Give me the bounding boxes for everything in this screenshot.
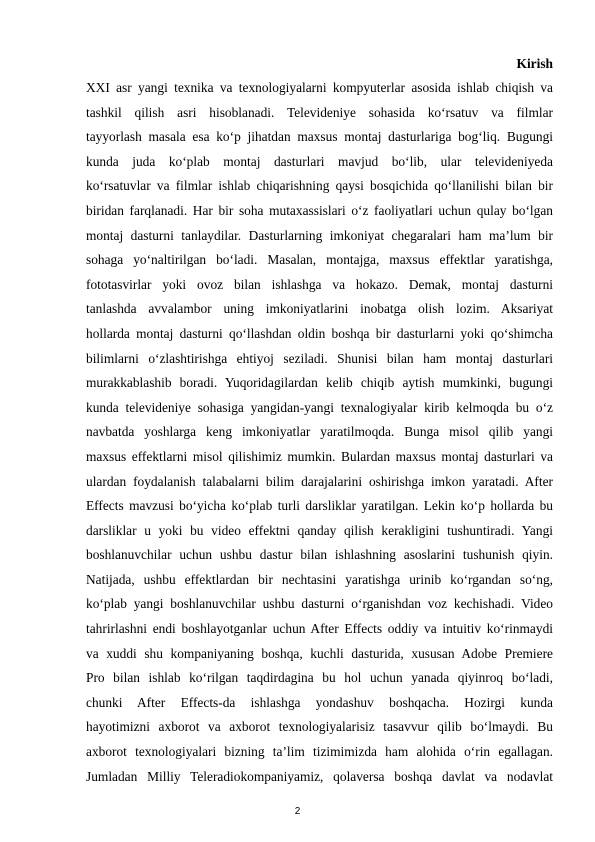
text-line: ko‘rsatuvlar va filmlar ishlab chiqarishning qaysi bosqichida qo‘llanilishi bilan bir [86, 178, 553, 194]
text-line: murakkablashib boradi. Yuqoridagilardan kelib chiqib aytish mumkinki, bugungi [86, 375, 553, 391]
text-line: Jumladan Milliy Teleradiokompaniyamiz, qolaversa boshqa davlat va nodavlat [86, 768, 553, 784]
text-line: fototasvirlar yoki ovoz bilan ishlashga va hokazo. Demak, montaj dasturni [86, 276, 553, 292]
text-line: va xuddi shu kompaniyaning boshqa, kuchli dasturida, xususan Adobe Premiere [86, 645, 553, 661]
text-line: kunda televideniye sohasiga yangidan-yangi texnalogiyalar kirib kelmoqda bu o‘z [86, 399, 553, 415]
text-line: XXI asr yangi texnika va texnologiyalarni kompyuterlar asosida ishlab chiqish va [86, 80, 553, 95]
text-line: tanlashda avvalambor uning imkoniyatlarini inobatga olish lozim. Aksariyat [86, 301, 553, 317]
text-line: ko‘plab yangi boshlanuvchilar ushbu dasturni o‘rganishdan voz kechishadi. Video [86, 596, 553, 612]
section-heading: Kirish [516, 56, 553, 71]
text-line: Effects mavzusi bo‘yicha ko‘plab turli darsliklar yaratilgan. Lekin ko‘p hollarda bu [86, 498, 553, 514]
text-line: tashkil qilish asri hisoblanadi. Televideniye sohasida ko‘rsatuv va filmlar [86, 104, 553, 120]
text-line: maxsus effektlarni misol qilishimiz mumkin. Bulardan maxsus montaj dasturlari va [86, 448, 553, 464]
text-line: Pro bilan ishlab ko‘rilgan taqdirdagina bu hol uchun yanada qiyinroq bo‘ladi, [86, 670, 553, 686]
text-line: tahrirlashni endi boshlayotganlar uchun After Effects oddiy va intuitiv ko‘rinmaydi [86, 621, 553, 637]
text-line: bilimlarni o‘zlashtirishga ehtiyoj seziladi. Shunisi bilan ham montaj dasturlari [86, 350, 553, 366]
text-line: montaj dasturni tanlaydilar. Dasturlarning imkoniyat chegaralari ham ma’lum bir [86, 227, 553, 243]
text-line: axborot texnologiyalari bizning ta’lim tizimimizda ham alohida o‘rin egallagan. [86, 744, 553, 760]
text-line: hayotimizni axborot va axborot texnologiyalarisiz tasavvur qilib bo‘lmaydi. Bu [86, 719, 553, 735]
text-line: boshlanuvchilar uchun ushbu dastur bilan ishlashning asoslarini tushunish qiyin. [86, 547, 553, 563]
text-line: biridan farqlanadi. Har bir soha mutaxassislari o‘z faoliyatlari uchun qulay bo‘lgan [86, 202, 553, 218]
text-line: hollarda montaj dasturni qo‘llashdan oldin boshqa bir dasturlarni yoki qo‘shimcha [86, 325, 553, 341]
text-line: sohaga yo‘naltirilgan bo‘ladi. Masalan, montajga, maxsus effektlar yaratishga, [86, 252, 553, 268]
text-line: darsliklar u yoki bu video effektni qanday qilish kerakligini tushuntiradi. Yangi [86, 522, 553, 538]
body-paragraph [86, 76, 553, 789]
text-line: ulardan foydalanish talabalarni bilim darajalarini oshirishga imkon yaratadi. After [86, 473, 553, 489]
page-number: 2 [294, 806, 301, 817]
text-line: navbatda yoshlarga keng imkoniyatlar yaratilmoqda. Bunga misol qilib yangi [86, 424, 553, 440]
text-line: tayyorlash masala esa ko‘p jihatdan maxsus montaj dasturlariga bog‘liq. Bugungi [86, 129, 553, 145]
text-line: kunda juda ko‘plab montaj dasturlari mavjud bo‘lib, ular televideniyeda [86, 153, 553, 169]
text-line: chunki After Effects-da ishlashga yondashuv boshqacha. Hozirgi kunda [86, 694, 553, 710]
text-line: Natijada, ushbu effektlardan bir nechtasini yaratishga urinib ko‘rgandan so‘ng, [86, 571, 553, 587]
